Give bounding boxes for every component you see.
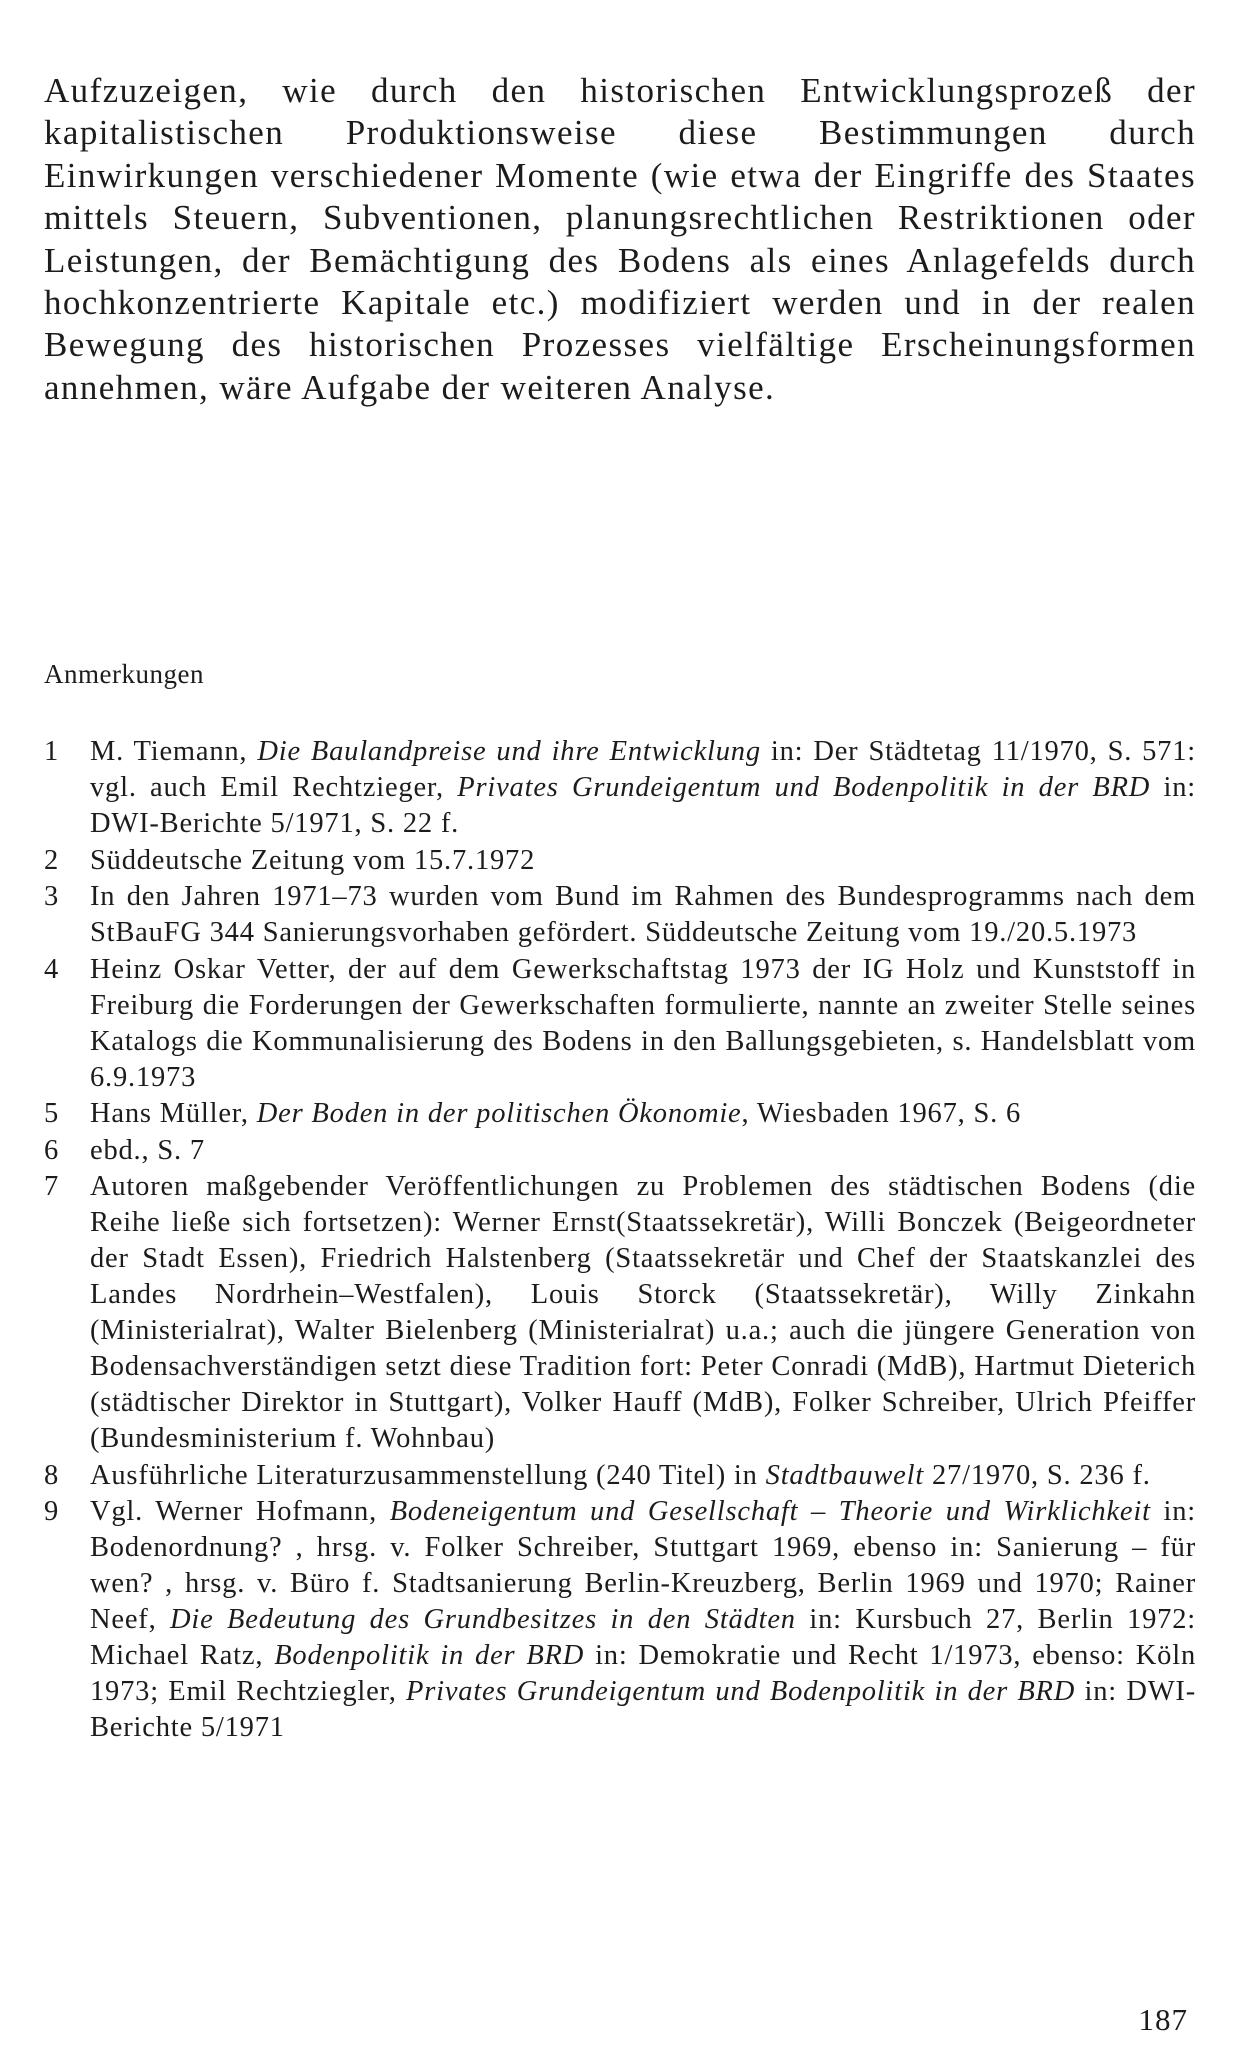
footnote-text-segment: Hans Müller, — [90, 1098, 257, 1129]
footnote-text-segment: in: DWI-Berichte 5/1971, S. 22 f. — [90, 772, 1196, 839]
cited-title: Die Bedeutung des Grundbesitzes in den Städten — [170, 1604, 796, 1635]
footnote-text — [90, 1133, 1196, 1169]
footnote-text — [90, 1169, 1196, 1457]
footnote-text-segment: 27/1970, S. 236 f. — [924, 1459, 1151, 1491]
footnote-item — [44, 1133, 1196, 1169]
cited-title: Stadtbauwelt — [765, 1459, 925, 1491]
footnote-text — [90, 952, 1196, 1096]
footnote-number: 5 — [44, 1098, 60, 1129]
footnote-text-segment: in: Demokratie und Recht 1/1973, ebenso: Köln 1973; Emil Rechtziegler, — [90, 1640, 1197, 1707]
page-number: 187 — [1138, 2002, 1188, 2037]
footnote-item — [44, 1096, 1196, 1132]
footnote-text-segment: in: Bodenordnung? , hrsg. v. Folker Schreiber, Stuttgart 1969, ebenso in: Sanierung – für wen? , hrsg. v. Büro f. Stadtsanierung Berlin-Kreuzberg, Berlin 1969 und 1970; Rainer Neef, — [90, 1496, 1196, 1635]
footnote-text — [90, 1458, 1196, 1494]
footnote-text-segment: Autoren maßgebender Veröffentlichungen zu Problemen des städtischen Bodens (die Reihe ließe sich fortsetzen): Werner Ernst(Staatssekretär), Willi Bonczek (Beigeordneter der Stadt Essen), Friedrich Halstenberg (Staatssekretär und Chef der Staatskanzlei des Landes Nordrhein–Westfalen), Louis Storck (Staatssekretär), Willy Zinkahn (Ministerialrat), Walter Bielenberg (Ministerialrat) u.a.; auch die jüngere Generation von Bodensachverständigen setzt diese Tradition fort: Peter Conradi (MdB), Hartmut Dieterich (städtischer Direktor in Stuttgart), Volker Hauff (MdB), Folker Schreiber, Ulrich Pfeiffer (Bundesministerium f. Wohnbau) — [90, 1171, 1196, 1454]
footnote-text-segment: in: DWI-Berichte 5/1971 — [90, 1676, 1197, 1743]
cited-title: Bodeneigentum und Gesellschaft – Theorie und Wirklichkeit — [389, 1496, 1151, 1527]
cited-title: Privates Grundeigentum und Bodenpolitik in der BRD — [457, 772, 1151, 803]
footnote-item — [44, 1458, 1196, 1494]
footnote-number: 2 — [44, 844, 60, 876]
footnote-item — [44, 952, 1196, 1096]
footnote-item — [44, 734, 1196, 842]
footnote-item — [44, 843, 1196, 879]
footnote-text — [90, 843, 1196, 879]
footnote-text-segment: Süddeutsche Zeitung vom 15.7.1972 — [90, 844, 536, 876]
footnote-number: 8 — [44, 1459, 60, 1491]
footnote-text-segment: , Wiesbaden 1967, S. 6 — [741, 1098, 1022, 1129]
cited-title: Der Boden in der politischen Ökonomie — [256, 1098, 742, 1129]
footnote-item — [44, 1494, 1196, 1746]
footnote-text — [90, 1494, 1196, 1746]
footnote-text-segment: Ausführliche Literaturzusammenstellung (240 Titel) in — [90, 1459, 766, 1491]
footnote-number: 6 — [44, 1134, 60, 1166]
cited-title: Privates Grundeigentum und Bodenpolitik in der BRD — [406, 1676, 1076, 1707]
footnote-text-segment: in: Kursbuch 27, Berlin 1972: Michael Ratz, — [90, 1604, 1197, 1671]
footnote-text — [90, 734, 1196, 842]
footnote-number: 1 — [44, 736, 60, 767]
cited-title: Die Baulandpreise und ihre Entwicklung — [257, 736, 761, 767]
footnote-number: 7 — [44, 1171, 60, 1202]
body-paragraph: Aufzuzeigen, wie durch den historischen Entwicklungsprozeß der kapitalistischen Produktionsweise diese Bestimmungen durch Einwirkungen verschiedener Momente (wie etwa der Eingriffe des Staates mittels Steuern, Subventionen, planungsrechtlichen Restriktionen oder Leistungen, der Bemächtigung des Bodens als eines Anlagefelds durch hochkonzentrierte Kapitale etc.) modifiziert werden und in der realen Bewegung des historischen Prozesses vielfältige Erscheinungsformen annehmen, wäre Aufgabe der weiteren Analyse. — [44, 71, 1196, 407]
cited-title: Bodenpolitik in der BRD — [274, 1640, 585, 1671]
footnote-item — [44, 879, 1196, 951]
footnote-text — [90, 1096, 1196, 1132]
footnote-text-segment: Vgl. Werner Hofmann, — [90, 1496, 390, 1527]
book-page — [44, 70, 1197, 2037]
footnote-text-segment: Heinz Oskar Vetter, der auf dem Gewerkschaftstag 1973 der IG Holz und Kunststoff in Freiburg die Forderungen der Gewerkschaften formulierte, nannte an zweiter Stelle seines Katalogs die Kommunalisierung des Bodens in den Ballungsgebieten, s. Handelsblatt vom 6.9.1973 — [90, 953, 1196, 1093]
footnote-text-segment: In den Jahren 1971–73 wurden vom Bund im Rahmen des Bundesprogramms nach dem StBauFG 344 Sanierungsvorhaben gefördert. Süddeutsche Zeitung vom 19./20.5.1973 — [90, 881, 1196, 948]
footnote-number: 9 — [44, 1496, 60, 1527]
footnote-number: 4 — [44, 953, 60, 985]
footnote-item — [44, 1169, 1196, 1457]
footnote-list — [44, 734, 1196, 1747]
notes-heading: Anmerkungen — [44, 659, 204, 689]
footnote-text-segment: M. Tiemann, — [90, 736, 258, 767]
footnote-number: 3 — [44, 881, 60, 912]
footnote-text-segment: in: Der Städtetag 11/1970, S. 571: vgl. auch Emil Rechtzieger, — [90, 736, 1196, 803]
footnote-text — [90, 879, 1196, 951]
footnote-text-segment: ebd., S. 7 — [90, 1134, 205, 1166]
